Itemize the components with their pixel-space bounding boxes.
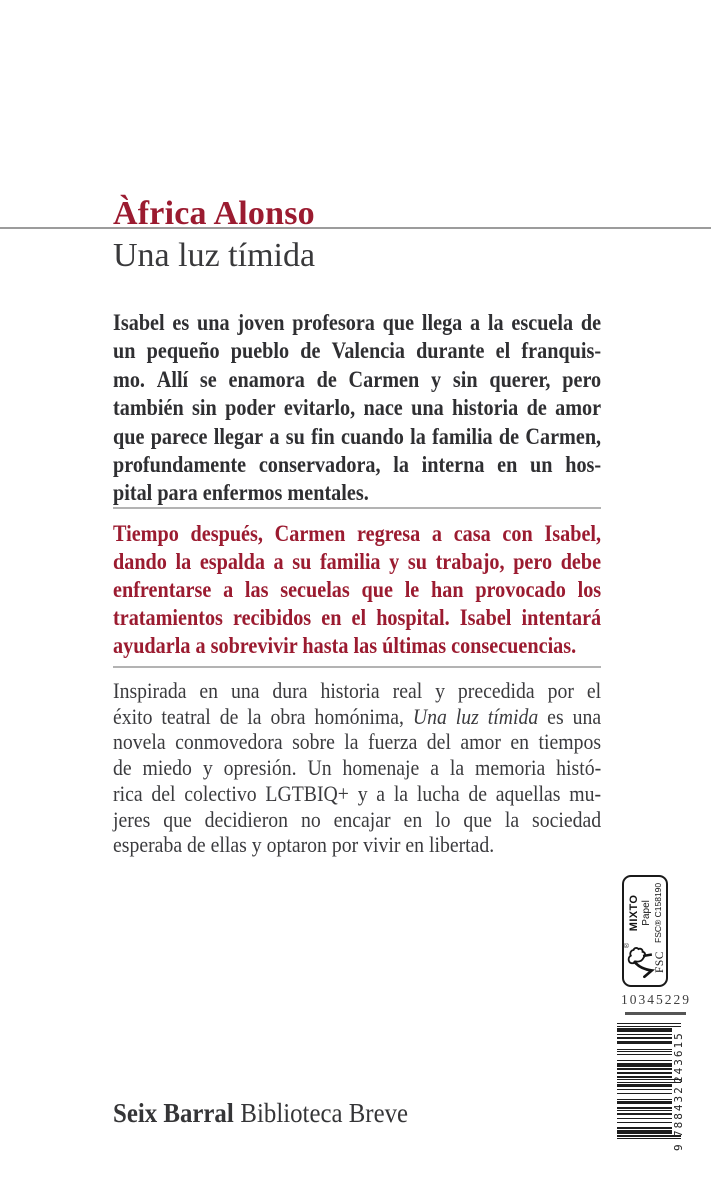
- fsc-brand-text: FSC: [654, 951, 666, 973]
- print-code: 10345229: [621, 992, 691, 1007]
- registered-mark: ®: [624, 943, 631, 949]
- synopsis-paragraph-highlight: Tiempo después, Carmen regresa a casa con Isabel, dando la espalda a su familia y su trabajo, pero debe enfrentarse a las secuelas que le han provocado los tratamientos recibidos en el hospital. Isabel intentará ayudarla a sobrevivir hasta las últimas consecuencias.: [113, 521, 602, 658]
- synopsis-paragraph-2: Inspirada en una dura historia real y precedida por el éxito teatral de la obra homónima, Una luz tímida es una novela conmovedora sobre la fuerza del amor en tiempos de miedo y opresión. Un homenaje a la memoria histó- rica del colectivo LGTBIQ+ y a la lucha de aquellas mu- jeres que decidieron no encajar en lo que la sociedad esperaba de ellas y optaron por vivir en libertad.: [113, 678, 602, 858]
- fsc-material-label: Papel: [640, 900, 652, 926]
- isbn-barcode: [617, 1021, 687, 1151]
- fsc-logo: [626, 943, 664, 979]
- isbn-group-1: 788432: [672, 1085, 685, 1137]
- publisher-imprint: [113, 1100, 408, 1127]
- fsc-license-code: FSC® C158190: [652, 882, 663, 943]
- publisher-name: Seix Barral: [113, 1098, 234, 1128]
- synopsis-paragraph-1: Isabel es una joven profesora que llega a la escuela de un pequeño pueblo de Valencia durante el franquis- mo. Allí se enamora de Carmen y sin querer, pero también sin poder evitarlo, nace una historia de amor que parece llegar a su fin cuando la familia de Carmen, profundamente conservadora, la interna en un hos- pital para enfermos mentales.: [113, 310, 602, 506]
- highlight-divider-bottom: [113, 666, 601, 668]
- fsc-tree-check-icon: [626, 945, 656, 979]
- barcode-separator-rule: [625, 1012, 686, 1015]
- author-name: Àfrica Alonso: [113, 195, 315, 232]
- isbn-lead-digit: 9: [672, 1144, 685, 1151]
- isbn-digits: [672, 1021, 686, 1151]
- highlight-divider-top: [113, 507, 601, 509]
- fsc-type-label: MIXTO: [627, 894, 640, 932]
- header-rule: [0, 227, 711, 229]
- book-title: Una luz tímida: [113, 237, 316, 274]
- isbn-group-2: 243615: [672, 1031, 685, 1083]
- collection-name: Biblioteca Breve: [240, 1098, 409, 1128]
- fsc-certification-label: [622, 875, 668, 987]
